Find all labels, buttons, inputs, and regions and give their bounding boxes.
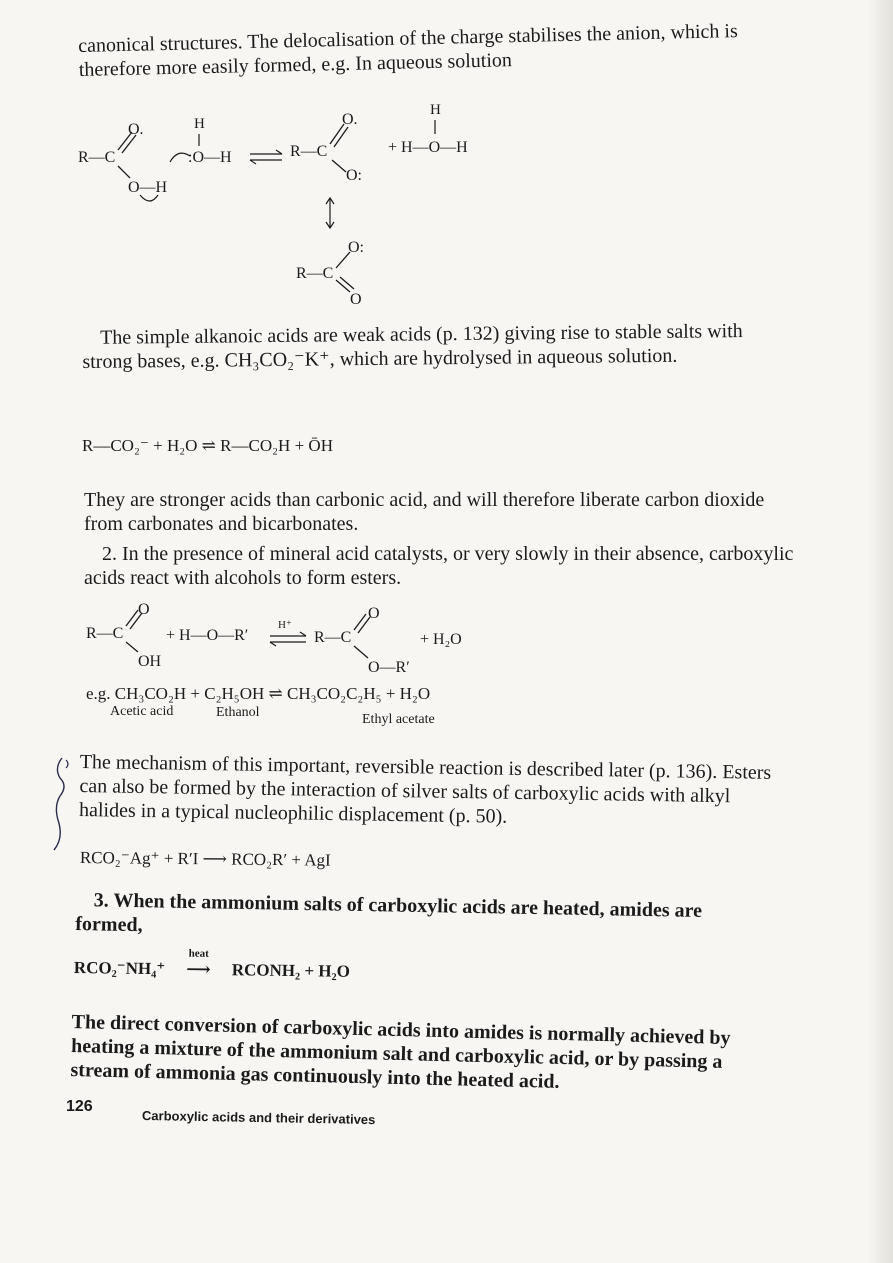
est-hplus: H⁺ [278, 619, 292, 631]
paragraph-mechanism: The mechanism of this important, reversible reaction is described later (p. 136). Esters can also be formed by the interaction of silver salts of carboxylic acids with alkyl halides in a typical nucleophilic displacement (p. 50). [78, 750, 772, 828]
paragraph-stronger-acids: They are stronger acids than carbonic acid, and will therefore liberate carbon dioxide from carbonates and bicarbonates. [84, 489, 765, 535]
ammonium-left: RCO₂⁻NH₄⁺ [73, 958, 166, 979]
heat-label: heat [188, 947, 209, 960]
paragraph-ammonium-salts: 3. When the ammonium salts of carboxylic acids are heated, amides are formed, [75, 889, 703, 937]
label-ethyl-acetate: Ethyl acetate [362, 712, 435, 727]
label-acetic-acid: Acetic acid [110, 704, 174, 719]
est-or: O—R′ [368, 659, 410, 676]
ammonium-right: RCONH₂ + H₂O [231, 960, 351, 981]
label-ethanol: Ethanol [216, 705, 260, 720]
equation-ester-example: e.g. CH₃CO₂H + C₂H₅OH ⇌ CH₃CO₂C₂H₅ + H₂O [86, 684, 431, 703]
page-number: 126 [66, 1098, 93, 1115]
equation-ammonium [73, 947, 351, 982]
esterification-diagram [80, 596, 520, 676]
paragraph-direct-conversion: The direct conversion of carboxylic acids into amides is normally achieved by heating a mixture of the ammonium salt and carboxylic acid, or by passing a stream of ammonia gas continuously into the heated acid. [70, 1010, 731, 1093]
res-o3: O: [348, 239, 364, 256]
paragraph-esters: 2. In the presence of mineral acid catalysts, or very slowly in their absence, carboxylic acids react with alcohols to form esters. [84, 543, 794, 589]
handwritten-bracket [50, 754, 80, 854]
res-plus-h3o: + H—O—H [388, 139, 468, 156]
est-o-top: O [138, 601, 150, 618]
est-plus-hor: + H—O—R′ [166, 627, 249, 644]
paragraph-alkanoic-acids: The simple alkanoic acids are weak acids (p. 132) giving rise to stable salts with strong bases, e.g. CH₃CO₂⁻K⁺, which are hydrolysed in aqueous solution. [82, 320, 743, 373]
est-oh: OH [138, 653, 162, 670]
res-r1: R—C [78, 149, 116, 166]
res-o3b: O [350, 291, 362, 308]
res-o1: O. [128, 121, 144, 138]
res-o2b: O: [346, 167, 362, 184]
paragraph-canonical: canonical structures. The delocalisation of the charge stabilises the anion, which is therefore more easily formed, e.g. In aqueous solution [78, 20, 738, 81]
chapter-title: Carboxylic acids and their derivatives [141, 1108, 376, 1128]
res-r3: R—C [296, 265, 334, 282]
page-edge-shadow [867, 0, 893, 1263]
resonance-diagram [70, 100, 510, 310]
res-h1: H [194, 116, 205, 132]
equation-silver-salt: RCO₂⁻Ag⁺ + R′I ⟶ RCO₂R′ + AgI [79, 848, 331, 870]
est-r2: R—C [314, 629, 352, 646]
est-o-top2: O [368, 605, 380, 622]
res-ohh: :O—H [188, 149, 232, 166]
heat-arrow-icon: ⟶ [186, 959, 211, 979]
est-r: R—C [86, 625, 124, 642]
res-r2: R—C [290, 143, 328, 160]
res-h2: H [430, 102, 441, 118]
res-oh1: O—H [128, 179, 168, 196]
est-plus-water: + H₂O [420, 631, 462, 648]
res-o2: O. [342, 111, 358, 128]
equation-hydrolysis: R—CO₂⁻ + H₂O ⇌ R—CO₂H + ŌH [82, 436, 333, 455]
